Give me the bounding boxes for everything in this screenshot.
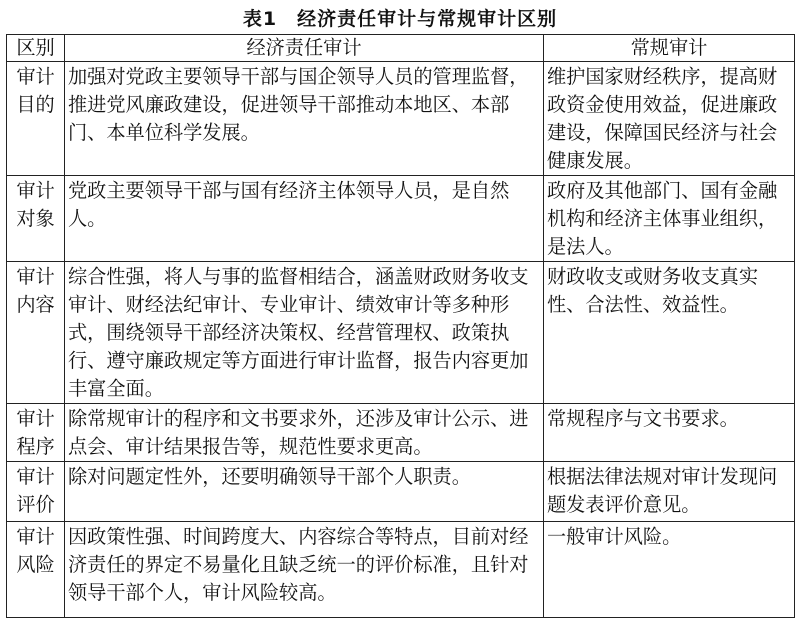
regular-audit-cell: 一般审计风险。 [544, 522, 795, 618]
table-row-procedure [7, 404, 795, 462]
table-header-row [7, 35, 795, 62]
economic-audit-cell: 综合性强，将人与事的监督相结合，涵盖财政财务收支审计、财经法纪审计、专业审计、绩效审计等多种形式，围绕领导干部经济决策权、经营管理权、政策执行、遵守廉政规定等方面进行审计监督，报告内容更加丰富全面。 [65, 262, 544, 404]
table-row-risk [7, 522, 795, 618]
row-label-line: 程序 [16, 435, 55, 458]
economic-audit-cell: 加强对党政主要领导干部与国企领导人员的管理监督，推进党风廉政建设，促进领导干部推动本地区、本部门、本单位科学发展。 [65, 62, 544, 176]
row-label-line: 审计 [16, 465, 55, 488]
economic-audit-cell: 除对问题定性外，还要明确领导干部个人职责。 [65, 462, 544, 522]
regular-audit-cell: 维护国家财经秩序，提高财政资金使用效益，促进廉政建设，保障国民经济与社会健康发展。 [544, 62, 795, 176]
row-label-line: 审计 [16, 65, 55, 88]
economic-audit-cell: 党政主要领导干部与国有经济主体领导人员，是自然人。 [65, 176, 544, 262]
table-row-content [7, 262, 795, 404]
row-label-line: 审计 [16, 407, 55, 430]
comparison-table [6, 34, 795, 618]
header-economic-audit: 经济责任审计 [65, 35, 544, 62]
regular-audit-cell: 根据法律法规对审计发现问题发表评价意见。 [544, 462, 795, 522]
row-label [7, 176, 65, 262]
row-label-line: 内容 [16, 293, 55, 316]
economic-audit-cell: 除常规审计的程序和文书要求外，还涉及审计公示、进点会、审计结果报告等，规范性要求更高。 [65, 404, 544, 462]
economic-audit-cell: 因政策性强、时间跨度大、内容综合等特点，目前对经济责任的界定不易量化且缺乏统一的评价标准，且针对领导干部个人，审计风险较高。 [65, 522, 544, 618]
row-label [7, 404, 65, 462]
table-row-object [7, 176, 795, 262]
regular-audit-cell: 财政收支或财务收支真实性、合法性、效益性。 [544, 262, 795, 404]
row-label [7, 522, 65, 618]
row-label-line: 对象 [16, 207, 55, 230]
row-label [7, 462, 65, 522]
row-label-line: 审计 [16, 179, 55, 202]
regular-audit-cell: 常规程序与文书要求。 [544, 404, 795, 462]
row-label-line: 评价 [16, 493, 55, 516]
header-difference: 区别 [7, 35, 65, 62]
row-label-line: 审计 [16, 265, 55, 288]
row-label [7, 262, 65, 404]
row-label [7, 62, 65, 176]
table-row-purpose [7, 62, 795, 176]
row-label-line: 风险 [16, 553, 55, 576]
row-label-line: 审计 [16, 525, 55, 548]
header-regular-audit: 常规审计 [544, 35, 795, 62]
row-label-line: 目的 [16, 93, 55, 116]
table-row-evaluation [7, 462, 795, 522]
table-title: 表1 经济责任审计与常规审计区别 [242, 8, 558, 30]
regular-audit-cell: 政府及其他部门、国有金融机构和经济主体事业组织，是法人。 [544, 176, 795, 262]
